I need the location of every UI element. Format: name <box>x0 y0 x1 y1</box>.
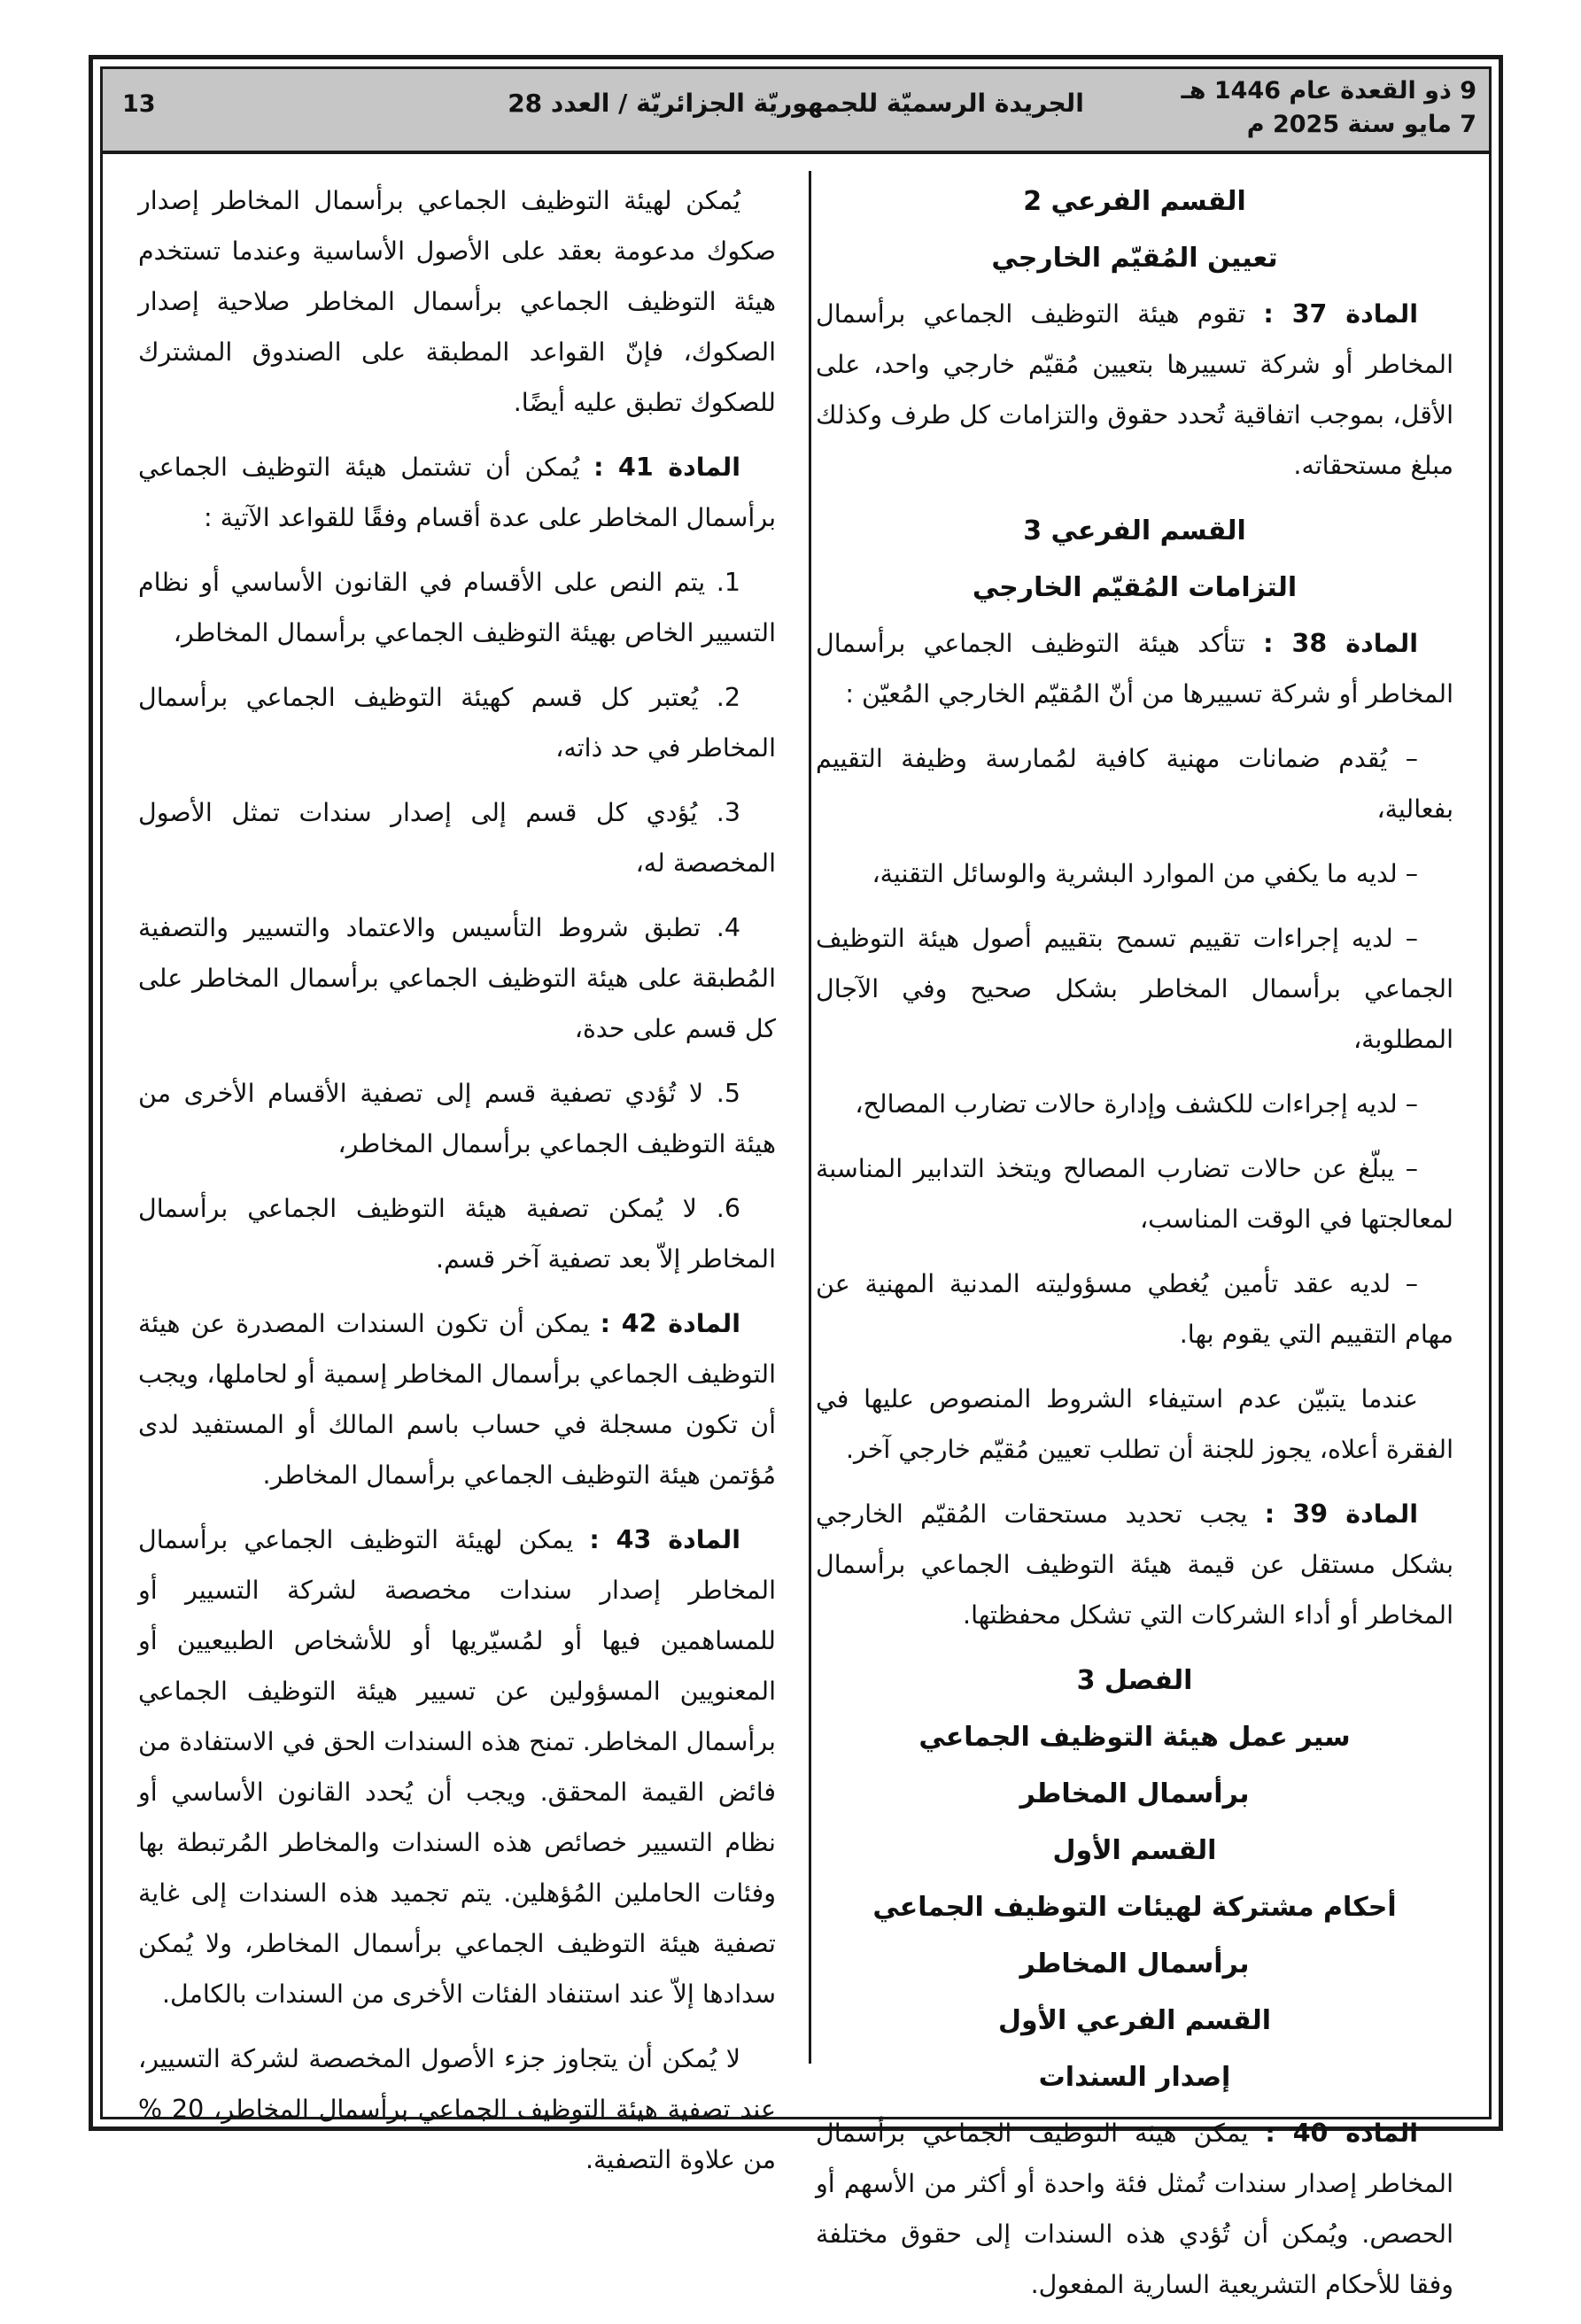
paragraph-text: يمكن هيئة التوظيف الجماعي برأسمال المخاطر إصدار سندات تُمثل فئة واحدة أو أكثر من الأسهم أو الحصص. ويُمكن أن تُؤدي هذه السندات إلى حقوق مختلفة وفقا للأحكام التشريعية السارية المفعول. <box>816 2119 1453 2299</box>
paragraph-text: – لديه ما يكفي من الموارد البشرية والوسائل التقنية، <box>872 859 1418 888</box>
paragraph-text: – لديه إجراءات للكشف وإدارة حالات تضارب المصالح، <box>855 1089 1418 1119</box>
paragraph-text: يُمكن لهيئة التوظيف الجماعي برأسمال المخاطر إصدار صكوك مدعومة بعقد على الأصول الأساسية وعندما تستخدم هيئة التوظيف الجماعي برأسمال المخاطر صلاحية إصدار الصكوك، فإنّ القواعد المطبقة على الصندوق المشترك للصكوك تطبق عليه أيضًا. <box>138 186 776 417</box>
section-heading: التزامات المُقيّم الخارجي <box>972 572 1298 603</box>
paragraph-text: يُمكن أن تشتمل هيئة التوظيف الجماعي برأسمال المخاطر على عدة أقسام وفقًا للقواعد الآتية : <box>138 453 776 532</box>
article-label: المادة 41 : <box>593 453 740 482</box>
article-label: المادة 40 : <box>1265 2119 1419 2148</box>
paragraph <box>816 1143 1453 1244</box>
paragraph-text: تتأكد هيئة التوظيف الجماعي برأسمال المخاطر أو شركة تسييرها من أنّ المُقيّم الخارجي المُعيّن : <box>816 629 1453 709</box>
paragraph <box>138 787 776 888</box>
paragraph-text: – يبلّغ عن حالات تضارب المصالح ويتخذ التدابير المناسبة لمعالجتها في الوقت المناسب، <box>816 1154 1453 1234</box>
paragraph <box>138 557 776 658</box>
paragraph <box>816 913 1453 1065</box>
paragraph <box>816 1079 1453 1129</box>
paragraph <box>138 175 776 428</box>
left-column <box>138 175 776 2199</box>
header-date-hijri: 9 ذو القعدة عام 1446 هـ <box>1181 77 1476 105</box>
paragraph-text: يمكن أن تكون السندات المصدرة عن هيئة التوظيف الجماعي برأسمال المخاطر إسمية أو لحاملها، ويجب أن تكون مسجلة في حساب باسم المالك أو المستفيد لدى مُؤتمن هيئة التوظيف الجماعي برأسمال المخاطر. <box>138 1309 776 1490</box>
article-paragraph <box>138 1298 776 1500</box>
article-paragraph <box>816 1489 1453 1640</box>
paragraph-text: لا يُمكن أن يتجاوز جزء الأصول المخصصة لشركة التسيير، عند تصفية هيئة التوظيف الجماعي برأسمال المخاطر، 20 % من علاوة التصفية. <box>138 2044 777 2174</box>
paragraph-text: – لديه إجراءات تقييم تسمح بتقييم أصول هيئة التوظيف الجماعي برأسمال المخاطر بشكل صحيح وفي الآجال المطلوبة، <box>816 924 1453 1054</box>
paragraph <box>138 2034 776 2185</box>
paragraph <box>138 902 776 1054</box>
section-heading: برأسمال المخاطر <box>1019 1778 1250 1809</box>
paragraph-text: 5. لا تُؤدي تصفية قسم إلى تصفية الأقسام الأخرى من هيئة التوظيف الجماعي برأسمال المخاطر، <box>138 1079 776 1158</box>
header-date-gregorian: 7 مايو سنة 2025 م <box>1246 111 1476 138</box>
paragraph <box>138 1068 776 1169</box>
article-label: المادة 38 : <box>1263 629 1418 658</box>
section-heading: القسم الأول <box>1052 1835 1217 1866</box>
article-paragraph <box>138 442 776 543</box>
paragraph-text: يجب تحديد مستحقات المُقيّم الخارجي بشكل مستقل عن قيمة هيئة التوظيف الجماعي برأسمال المخاطر أو أداء الشركات التي تشكل محفظتها. <box>816 1499 1453 1630</box>
article-label: المادة 43 : <box>589 1525 740 1554</box>
page-frame <box>89 55 1503 2299</box>
section-heading: إصدار السندات <box>1038 2062 1231 2093</box>
header-title: الجريدة الرسميّة للجمهوريّة الجزائريّة / العدد 28 <box>508 89 1084 118</box>
section-heading: تعيين المُقيّم الخارجي <box>991 243 1278 274</box>
section-heading: القسم الفرعي 2 <box>1023 186 1246 217</box>
paragraph-text: – يُقدم ضمانات مهنية كافية لمُمارسة وظيفة التقييم بفعالية، <box>816 744 1453 824</box>
paragraph-text: 4. تطبق شروط التأسيس والاعتماد والتسيير والتصفية المُطبقة على هيئة التوظيف الجماعي برأسمال المخاطر على كل قسم على حدة، <box>138 913 776 1043</box>
paragraph-text: 3. يُؤدي كل قسم إلى إصدار سندات تمثل الأصول المخصصة له، <box>138 798 776 878</box>
article-paragraph <box>816 2108 1453 2310</box>
section-heading: القسم الفرعي 3 <box>1023 515 1246 546</box>
paragraph-text: – لديه عقد تأمين يُغطي مسؤوليته المدنية المهنية عن مهام التقييم التي يقوم بها. <box>816 1269 1453 1349</box>
section-heading: الفصل 3 <box>1076 1665 1193 1696</box>
section-heading: أحكام مشتركة لهيئات التوظيف الجماعي <box>872 1892 1397 1923</box>
paragraph-text: 1. يتم النص على الأقسام في القانون الأساسي أو نظام التسيير الخاص بهيئة التوظيف الجماعي برأسمال المخاطر، <box>138 568 776 647</box>
paragraph-text: عندما يتبيّن عدم استيفاء الشروط المنصوص عليها في الفقرة أعلاه، يجوز للجنة أن تطلب تعيين مُقيّم خارجي آخر. <box>816 1384 1453 1464</box>
article-label: المادة 39 : <box>1264 1499 1419 1529</box>
column-divider <box>809 171 811 2064</box>
article-paragraph <box>138 1514 776 2019</box>
right-column <box>816 175 1453 2324</box>
paragraph <box>138 1183 776 1284</box>
page-number: 13 <box>122 90 156 118</box>
paragraph <box>816 1374 1453 1475</box>
article-paragraph <box>816 289 1453 491</box>
article-label: المادة 42 : <box>600 1309 740 1338</box>
paragraph <box>138 672 776 773</box>
page-inner-frame <box>100 66 1492 2299</box>
paragraph <box>816 1259 1453 1360</box>
article-label: المادة 37 : <box>1263 299 1418 329</box>
paragraph-text: تقوم هيئة التوظيف الجماعي برأسمال المخاطر أو شركة تسييرها بتعيين مُقيّم خارجي واحد، على الأقل، بموجب اتفاقية تُحدد حقوق والتزامات كل طرف وكذلك مبلغ مستحقاته. <box>816 299 1453 480</box>
paragraph-text: 6. لا يُمكن تصفية هيئة التوظيف الجماعي برأسمال المخاطر إلاّ بعد تصفية آخر قسم. <box>138 1194 776 1274</box>
section-heading: برأسمال المخاطر <box>1019 1948 1250 1979</box>
page-header <box>103 69 1489 154</box>
paragraph <box>816 848 1453 899</box>
paragraph-text: 2. يُعتبر كل قسم كهيئة التوظيف الجماعي برأسمال المخاطر في حد ذاته، <box>138 683 776 763</box>
paragraph-text: يمكن لهيئة التوظيف الجماعي برأسمال المخاطر إصدار سندات مخصصة لشركة التسيير أو للمساهمين فيها أو لمُسيّريها أو للأشخاص الطبيعيين أو المعنويين المسؤولين عن تسيير هيئة التوظيف الجماعي برأسمال المخاطر. تمنح هذه السندات الحق في الاستفادة من فائض القيمة المحقق. ويجب أن يُحدد القانون الأساسي أو نظام التسيير خصائص هذه السندات والمخاطر المُرتبطة بها وفئات الحاملين المُؤهلين. يتم تجميد هذه السندات إلى غاية تصفية هيئة التوظيف الجماعي برأسمال المخاطر، ولا يُمكن سدادها إلاّ عند استنفاد الفئات الأخرى من السندات بالكامل. <box>138 1525 776 2009</box>
section-heading: سير عمل هيئة التوظيف الجماعي <box>918 1722 1351 1753</box>
article-paragraph <box>816 618 1453 719</box>
section-heading: القسم الفرعي الأول <box>997 2005 1272 2036</box>
paragraph <box>816 733 1453 834</box>
